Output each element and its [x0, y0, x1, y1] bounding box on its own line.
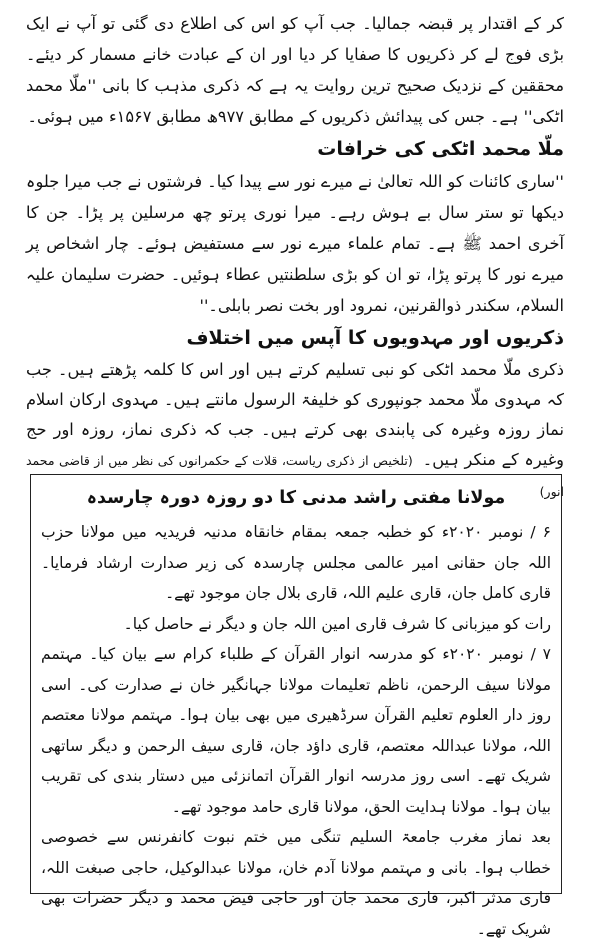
- quote-paragraph: ''ساری کائنات کو اللہ تعالیٰ نے میرے نور سے پیدا کیا۔ فرشتوں نے جب میرا جلوہ دیکھا تو ستر سال بے ہوش رہے۔ میرا نوری پرتو چھ مرسلین پر پڑا۔ جن کا آخری احمد ﷺ ہے۔ تمام علماء میرے نور سے مستفیض ہوئے۔ چار اشخاص پر میرے نور کا پرتو پڑا، تو ان کو بڑی سلطنتیں عطاء ہوئیں۔ حضرت سلیمان علیہ السلام، سکندر ذوالقرنین، نمرود اور بخت نصر بابلی۔'': [26, 172, 564, 315]
- box-paragraph-4: بعد نماز مغرب جامعۃ السلیم تنگی میں ختم نبوت کانفرنس سے خصوصی خطاب ہوا۔ بانی و مہتمم مولانا آدم خان، مولانا عبدالوکیل، حاجی صبغت اللہ، قاری مدثر اکبر، قاری محمد جان اور حاجی فیض محمد و دیگر حضرات بھی شریک تھے۔: [41, 828, 551, 938]
- box-title: مولانا مفتی راشد مدنی کا دو روزہ دورہ چارسدہ: [86, 488, 506, 508]
- box-paragraph-2: رات کو میزبانی کا شرف قاری امین اللہ جان و دیگر نے حاصل کیا۔: [123, 614, 551, 633]
- intro-paragraph: کر کے اقتدار پر قبضہ جمالیا۔ جب آپ کو اس کی اطلاع دی گئی تو آپ نے ایک بڑی فوج لے کر ذکریوں کا صفایا کر دیا اور ان کے عبادت خانے مسمار کر دیئے۔ محققین کے نزدیک صحیح ترین روایت یہ ہے کہ ذکری مذہب کا بانی ''ملّا محمد اٹکی'' ہے۔ جس کی پیدائش ذکریوں کے مطابق ۹۷۷ھ مطابق ۱۵۶۷ء میں ہوئی۔: [26, 14, 564, 126]
- citation: (تلخیص از ذکری ریاست، قلات کے حکمرانوں کی نظر میں از قاضی محمد انور): [26, 453, 564, 499]
- section-heading-ikhtilaf: ذکریوں اور مہدویوں کا آپس میں اختلاف: [186, 327, 564, 349]
- section-heading-khurafat: ملّا محمد اٹکی کی خرافات: [317, 138, 564, 160]
- news-box: [30, 474, 562, 938]
- box-paragraph-1: ۶ / نومبر ۲۰۲۰ء کو خطبہ جمعہ بمقام خانقاہ مدنیہ فریدیہ میں مولانا حزب اللہ جان حقانی امیر عالمی مجلس چارسدہ کی زیر صدارت ارشاد فرمایا۔ قاری کامل جان، قاری علیم اللہ، قاری بلال جان موجود تھے۔: [41, 523, 551, 602]
- box-paragraph-3: ۷ / نومبر ۲۰۲۰ء کو مدرسہ انوار القرآن کے طلباء کرام سے بیان کیا۔ مہتمم مولانا سیف الرحمن، ناظم تعلیمات مولانا جہانگیر خان نے صدارت کی۔ اسی روز دار العلوم تعلیم القرآن سرڈھیری میں بھی بیان ہوا۔ مہتمم مولانا معتصم اللہ، مولانا عبداللہ معتصم، قاری داؤد جان، قاری سیف الرحمن و دیگر ساتھی شریک تھے۔ اسی روز مدرسہ انوار القرآن اتمانزئی میں دستار بندی کی تقریب بیان ہوا۔ مولانا ہدایت الحق، مولانا قاری حامد موجود تھے۔: [41, 645, 551, 816]
- ikhtilaf-text: ذکری ملّا محمد اٹکی کو نبی تسلیم کرتے ہیں اور اس کا کلمہ پڑھتے ہیں۔ جب کہ مہدوی ملّا محمد جونپوری کو خلیفۃ الرسول مانتے ہیں۔ مہدوی ارکان اسلام نماز روزہ وغیرہ کی پابندی بھی کرتے ہیں۔ جب کہ ذکری نماز، روزہ اور حج وغیرہ کے منکر ہیں۔: [26, 360, 564, 469]
